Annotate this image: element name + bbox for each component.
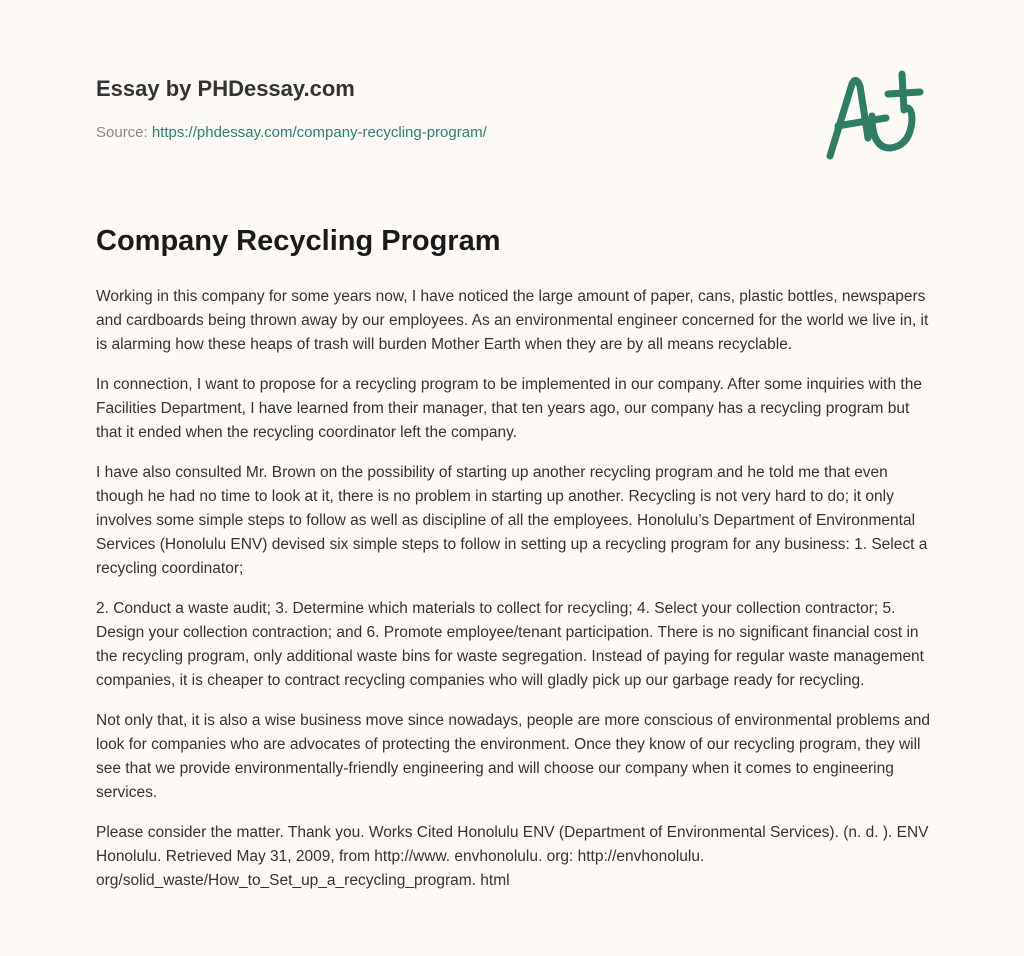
essay-title: Company Recycling Program: [96, 225, 501, 257]
source-link[interactable]: https://phdessay.com/company-recycling-program/: [151, 124, 487, 141]
source-label: Source:: [96, 124, 148, 141]
essay-paragraph: In connection, I want to propose for a recycling program to be implemented in our company. After some inquiries with the Facilities Department, I have learned from their manager, that ten years ago, our company has a recycling program but that it ended when the recycling coordinator left the company.: [96, 376, 922, 441]
essay-paragraph: Not only that, it is also a wise business move since nowadays, people are more conscious of environmental problems and look for companies who are advocates of protecting the environment. Once they know of our recycling program, they will see that we provide environmentally-friendly engineering and will choose our company when it comes to engineering services.: [96, 712, 930, 801]
essay-body: [96, 285, 936, 909]
a-plus-grade-icon: [820, 66, 930, 166]
site-title: Essay by PHDessay.com: [96, 76, 355, 101]
source-line: [96, 124, 487, 141]
essay-paragraph: Working in this company for some years now, I have noticed the large amount of paper, cans, plastic bottles, newspapers and cardboards being thrown away by our employees. As an environmental engineer concerned for the world we live in, it is alarming how these heaps of trash will burden Mother Earth when they are by all means recyclable.: [96, 288, 929, 353]
essay-paragraph: 2. Conduct a waste audit; 3. Determine which materials to collect for recycling; 4. Select your collection contractor; 5. Design your collection contraction; and 6. Promote employee/tenant participation. There is no significant financial cost in the recycling program, only additional waste bins for waste segregation. Instead of paying for regular waste management companies, it is cheaper to contract recycling companies who will gladly pick up our garbage ready for recycling.: [96, 600, 924, 689]
essay-paragraph: Please consider the matter. Thank you. Works Cited Honolulu ENV (Department of Environmental Services). (n. d. ). ENV Honolulu. Retrieved May 31, 2009, from http://www. envhonolulu. org: http://envhonolulu. org/solid_waste/How_to_Set_up_a_recycling_program. html: [96, 824, 929, 889]
essay-paragraph: I have also consulted Mr. Brown on the possibility of starting up another recycling program and he told me that even though he had no time to look at it, there is no problem in starting up another. Recycling is not very hard to do; it only involves some simple steps to follow as well as discipline of all the employees. Honolulu’s Department of Environmental Services (Honolulu ENV) devised six simple steps to follow in setting up a recycling program for any business: 1. Select a recycling coordinator;: [96, 464, 928, 577]
